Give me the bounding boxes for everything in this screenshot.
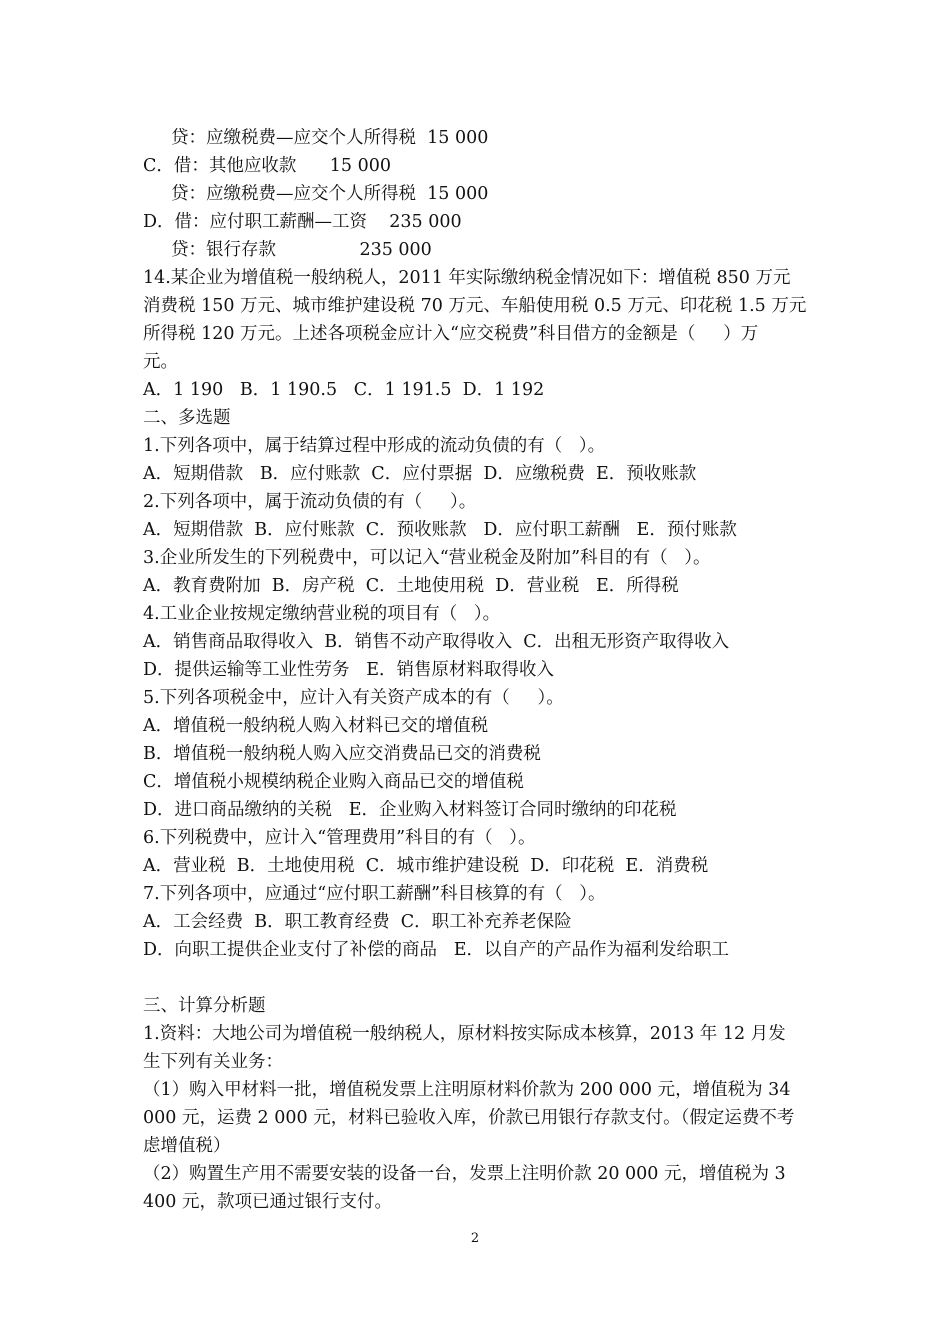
- text-line: 4.工业企业按规定缴纳营业税的项目有（ ）。: [143, 604, 501, 624]
- text-line: 贷：应缴税费—应交个人所得税 15 000: [171, 128, 489, 148]
- text-line: D．借：应付职工薪酬—工资 235 000: [143, 212, 462, 232]
- text-line: 二、多选题: [143, 408, 231, 428]
- text-line: 1.资料：大地公司为增值税一般纳税人，原材料按实际成本核算，2013 年 12 月发: [143, 1024, 786, 1044]
- text-line: 7.下列各项中，应通过“应付职工薪酬”科目核算的有（ ）。: [143, 884, 606, 904]
- text-line: A．工会经费 B．职工教育经费 C．职工补充养老保险: [143, 912, 572, 932]
- page-number: 2: [470, 1231, 480, 1246]
- text-line: 元。: [143, 352, 178, 372]
- text-line: C．增值税小规模纳税企业购入商品已交的增值税: [143, 772, 524, 792]
- text-line: C．借：其他应收款 15 000: [143, 156, 391, 176]
- text-line: 5.下列各项税金中，应计入有关资产成本的有（ ）。: [143, 688, 564, 708]
- text-line: 400 元，款项已通过银行支付。: [143, 1192, 392, 1212]
- text-line: A．增值税一般纳税人购入材料已交的增值税: [143, 716, 489, 736]
- text-line: 000 元，运费 2 000 元，材料已验收入库，价款已用银行存款支付。（假定运费不考: [143, 1108, 795, 1128]
- text-line: D．提供运输等工业性劳务 E．销售原材料取得收入: [143, 660, 554, 680]
- text-line: 贷：银行存款 235 000: [171, 240, 432, 260]
- text-line: 三、计算分析题: [143, 996, 266, 1016]
- text-line: D．向职工提供企业支付了补偿的商品 E．以自产的产品作为福利发给职工: [143, 940, 729, 960]
- text-line: 所得税 120 万元。上述各项税金应计入“应交税费”科目借方的金额是（ ）万: [143, 324, 759, 344]
- text-line: D．进口商品缴纳的关税 E．企业购入材料签订合同时缴纳的印花税: [143, 800, 677, 820]
- text-line: （2）购置生产用不需要安装的设备一台，发票上注明价款 20 000 元，增值税为 3: [143, 1164, 786, 1184]
- text-line: A．短期借款 B．应付账款 C．预收账款 D．应付职工薪酬 E．预付账款: [143, 520, 737, 540]
- text-line: 消费税 150 万元、城市维护建设税 70 万元、车船使用税 0.5 万元、印花税 1.5 万元: [143, 296, 807, 316]
- text-line: A．1 190 B．1 190.5 C．1 191.5 D．1 192: [143, 380, 545, 400]
- text-line: 3.企业所发生的下列税费中，可以记入“营业税金及附加”科目的有（ ）。: [143, 548, 711, 568]
- text-line: 1.下列各项中，属于结算过程中形成的流动负债的有（ ）。: [143, 436, 606, 456]
- text-line: 贷：应缴税费—应交个人所得税 15 000: [171, 184, 489, 204]
- text-line: 虑增值税）: [143, 1136, 231, 1156]
- text-line: A．短期借款 B．应付账款 C．应付票据 D．应缴税费 E．预收账款: [143, 464, 697, 484]
- text-line: （1）购入甲材料一批，增值税发票上注明原材料价款为 200 000 元，增值税为 34: [143, 1080, 791, 1100]
- text-line: B．增值税一般纳税人购入应交消费品已交的消费税: [143, 744, 541, 764]
- text-line: A．教育费附加 B．房产税 C．土地使用税 D．营业税 E．所得税: [143, 576, 679, 596]
- text-line: 6.下列税费中，应计入“管理费用”科目的有（ ）。: [143, 828, 536, 848]
- blank-line: [143, 964, 815, 992]
- text-line: A．销售商品取得收入 B．销售不动产取得收入 C．出租无形资产取得收入: [143, 632, 730, 652]
- document-body: [143, 124, 815, 1216]
- text-line: A．营业税 B．土地使用税 C．城市维护建设税 D．印花税 E．消费税: [143, 856, 709, 876]
- text-line: 2.下列各项中，属于流动负债的有（ ）。: [143, 492, 477, 512]
- text-line: 生下列有关业务：: [143, 1052, 283, 1072]
- text-line: 14.某企业为增值税一般纳税人，2011 年实际缴纳税金情况如下：增值税 850 万元: [143, 268, 791, 288]
